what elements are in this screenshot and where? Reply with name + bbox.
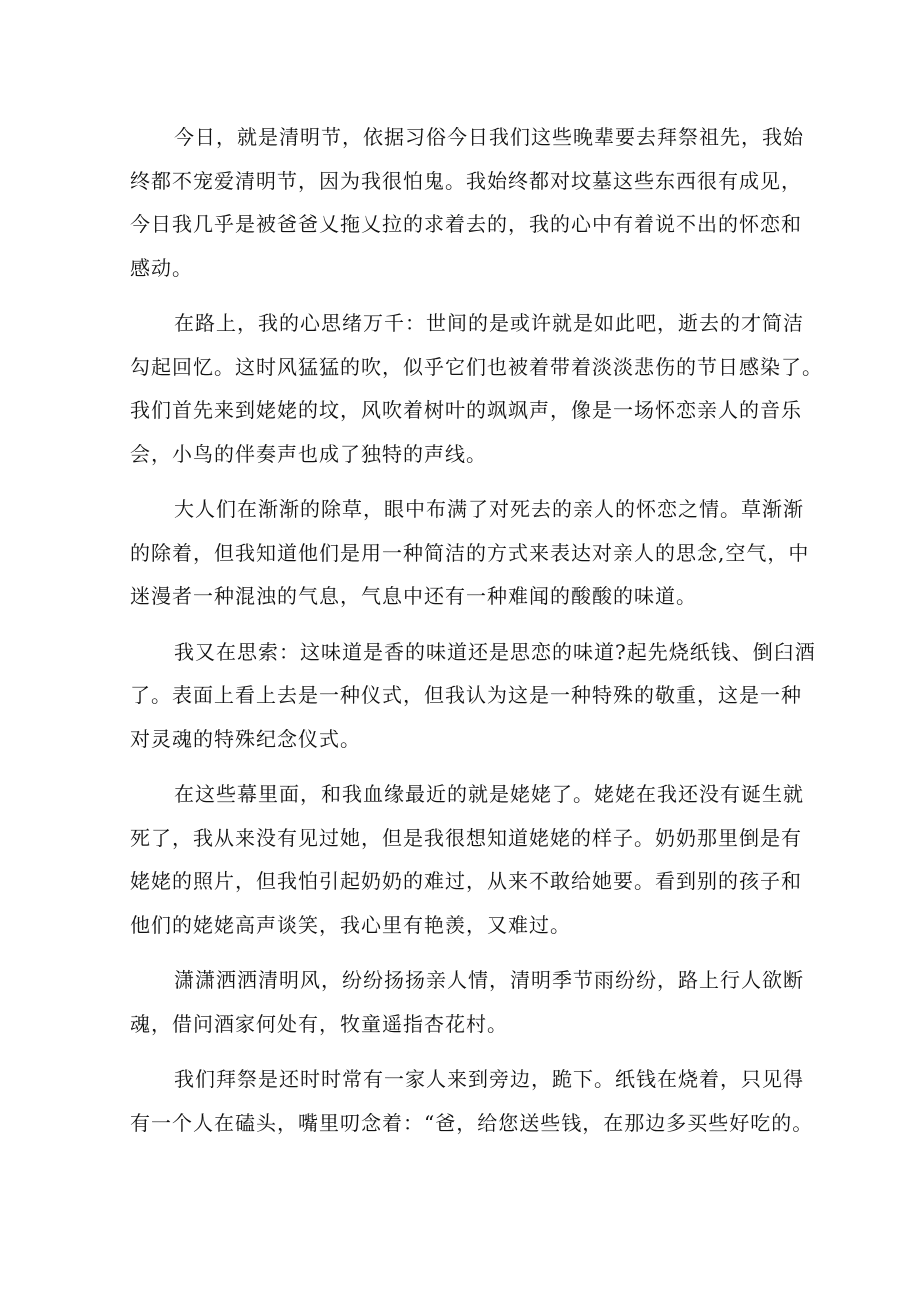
paragraph-line: 他们的姥姥高声谈笑，我心里有艳羡，又难过。 [130,912,571,937]
paragraph-line: 今日，就是清明节，依据习俗今日我们这些晚辈要去拜祭祖先，我始 [174,125,804,149]
paragraph-line: 潇潇洒洒清明风，纷纷扬扬亲人情，清明季节雨纷纷，路上行人欲断 [174,968,804,992]
paragraph-line: 迷漫者一种混浊的气息，气息中还有一种难闻的酸酸的味道。 [130,584,697,608]
paragraph-3 [130,488,810,619]
paragraph-line: 有一个人在磕头，嘴里叨念着：“爸，给您送些钱，在那边多买些好吃的。 [130,1110,814,1135]
article-body [130,116,823,1157]
paragraph-line: 在这些幕里面，和我血缘最近的就是姥姥了。姥姥在我还没有诞生就 [174,782,804,806]
paragraph-1 [130,116,804,290]
paragraph-4 [130,631,816,762]
paragraph-7 [130,1058,814,1145]
paragraph-line: 的除着，但我知道他们是用一种简洁的方式来表达对亲人的思念,空气，中 [130,540,810,565]
paragraph-line: 终都不宠爱清明节，因为我很怕鬼。我始终都对坟墓这些东西很有成见， [130,168,802,193]
paragraph-line: 姥姥的照片，但我怕引起奶奶的难过，从来不敢给她要。看到别的孩子和 [130,869,802,893]
paragraph-line: 了。表面上看上去是一种仪式，但我认为这是一种特殊的敬重，这是一种 [130,683,802,707]
paragraph-line: 勾起回忆。这时风猛猛的吹，似乎它们也被着带着淡淡悲伤的节日感染了。 [130,354,823,379]
paragraph-line: 今日我几乎是被爸爸乂拖乂拉的求着去的，我的心中有着说不出的怀恋和 [130,212,802,236]
paragraph-line: 在路上，我的心思绪万千：世间的是或许就是如此吧，逝去的才简洁 [174,311,804,335]
paragraph-2 [130,302,823,476]
paragraph-5 [130,773,804,947]
paragraph-line: 死了，我从来没有见过她，但是我很想知道姥姥的样子。奶奶那里倒是有 [130,825,802,850]
paragraph-line: 对灵魂的特殊纪念仪式。 [130,726,361,751]
paragraph-line: 我又在思索：这味道是香的味道还是思恋的味道?起先烧纸钱、倒臼酒 [174,639,816,664]
paragraph-line: 大人们在渐渐的除草，眼中布满了对死去的亲人的怀恋之情。草渐渐 [174,497,804,521]
paragraph-line: 我们首先来到姥姥的坟，风吹着树叶的飒飒声，像是一场怀恋亲人的音乐 [130,398,802,422]
paragraph-line: 感动。 [130,255,193,280]
paragraph-line: 魂，借问酒家何处有，牧童遥指杏花村。 [130,1011,508,1036]
paragraph-line: 会，小鸟的伴奏声也成了独特的声线。 [130,441,487,466]
paragraph-line: 我们拜祭是还时时常有一家人来到旁边，跪下。纸钱在烧着，只见得 [174,1067,804,1091]
paragraph-6 [130,959,804,1046]
